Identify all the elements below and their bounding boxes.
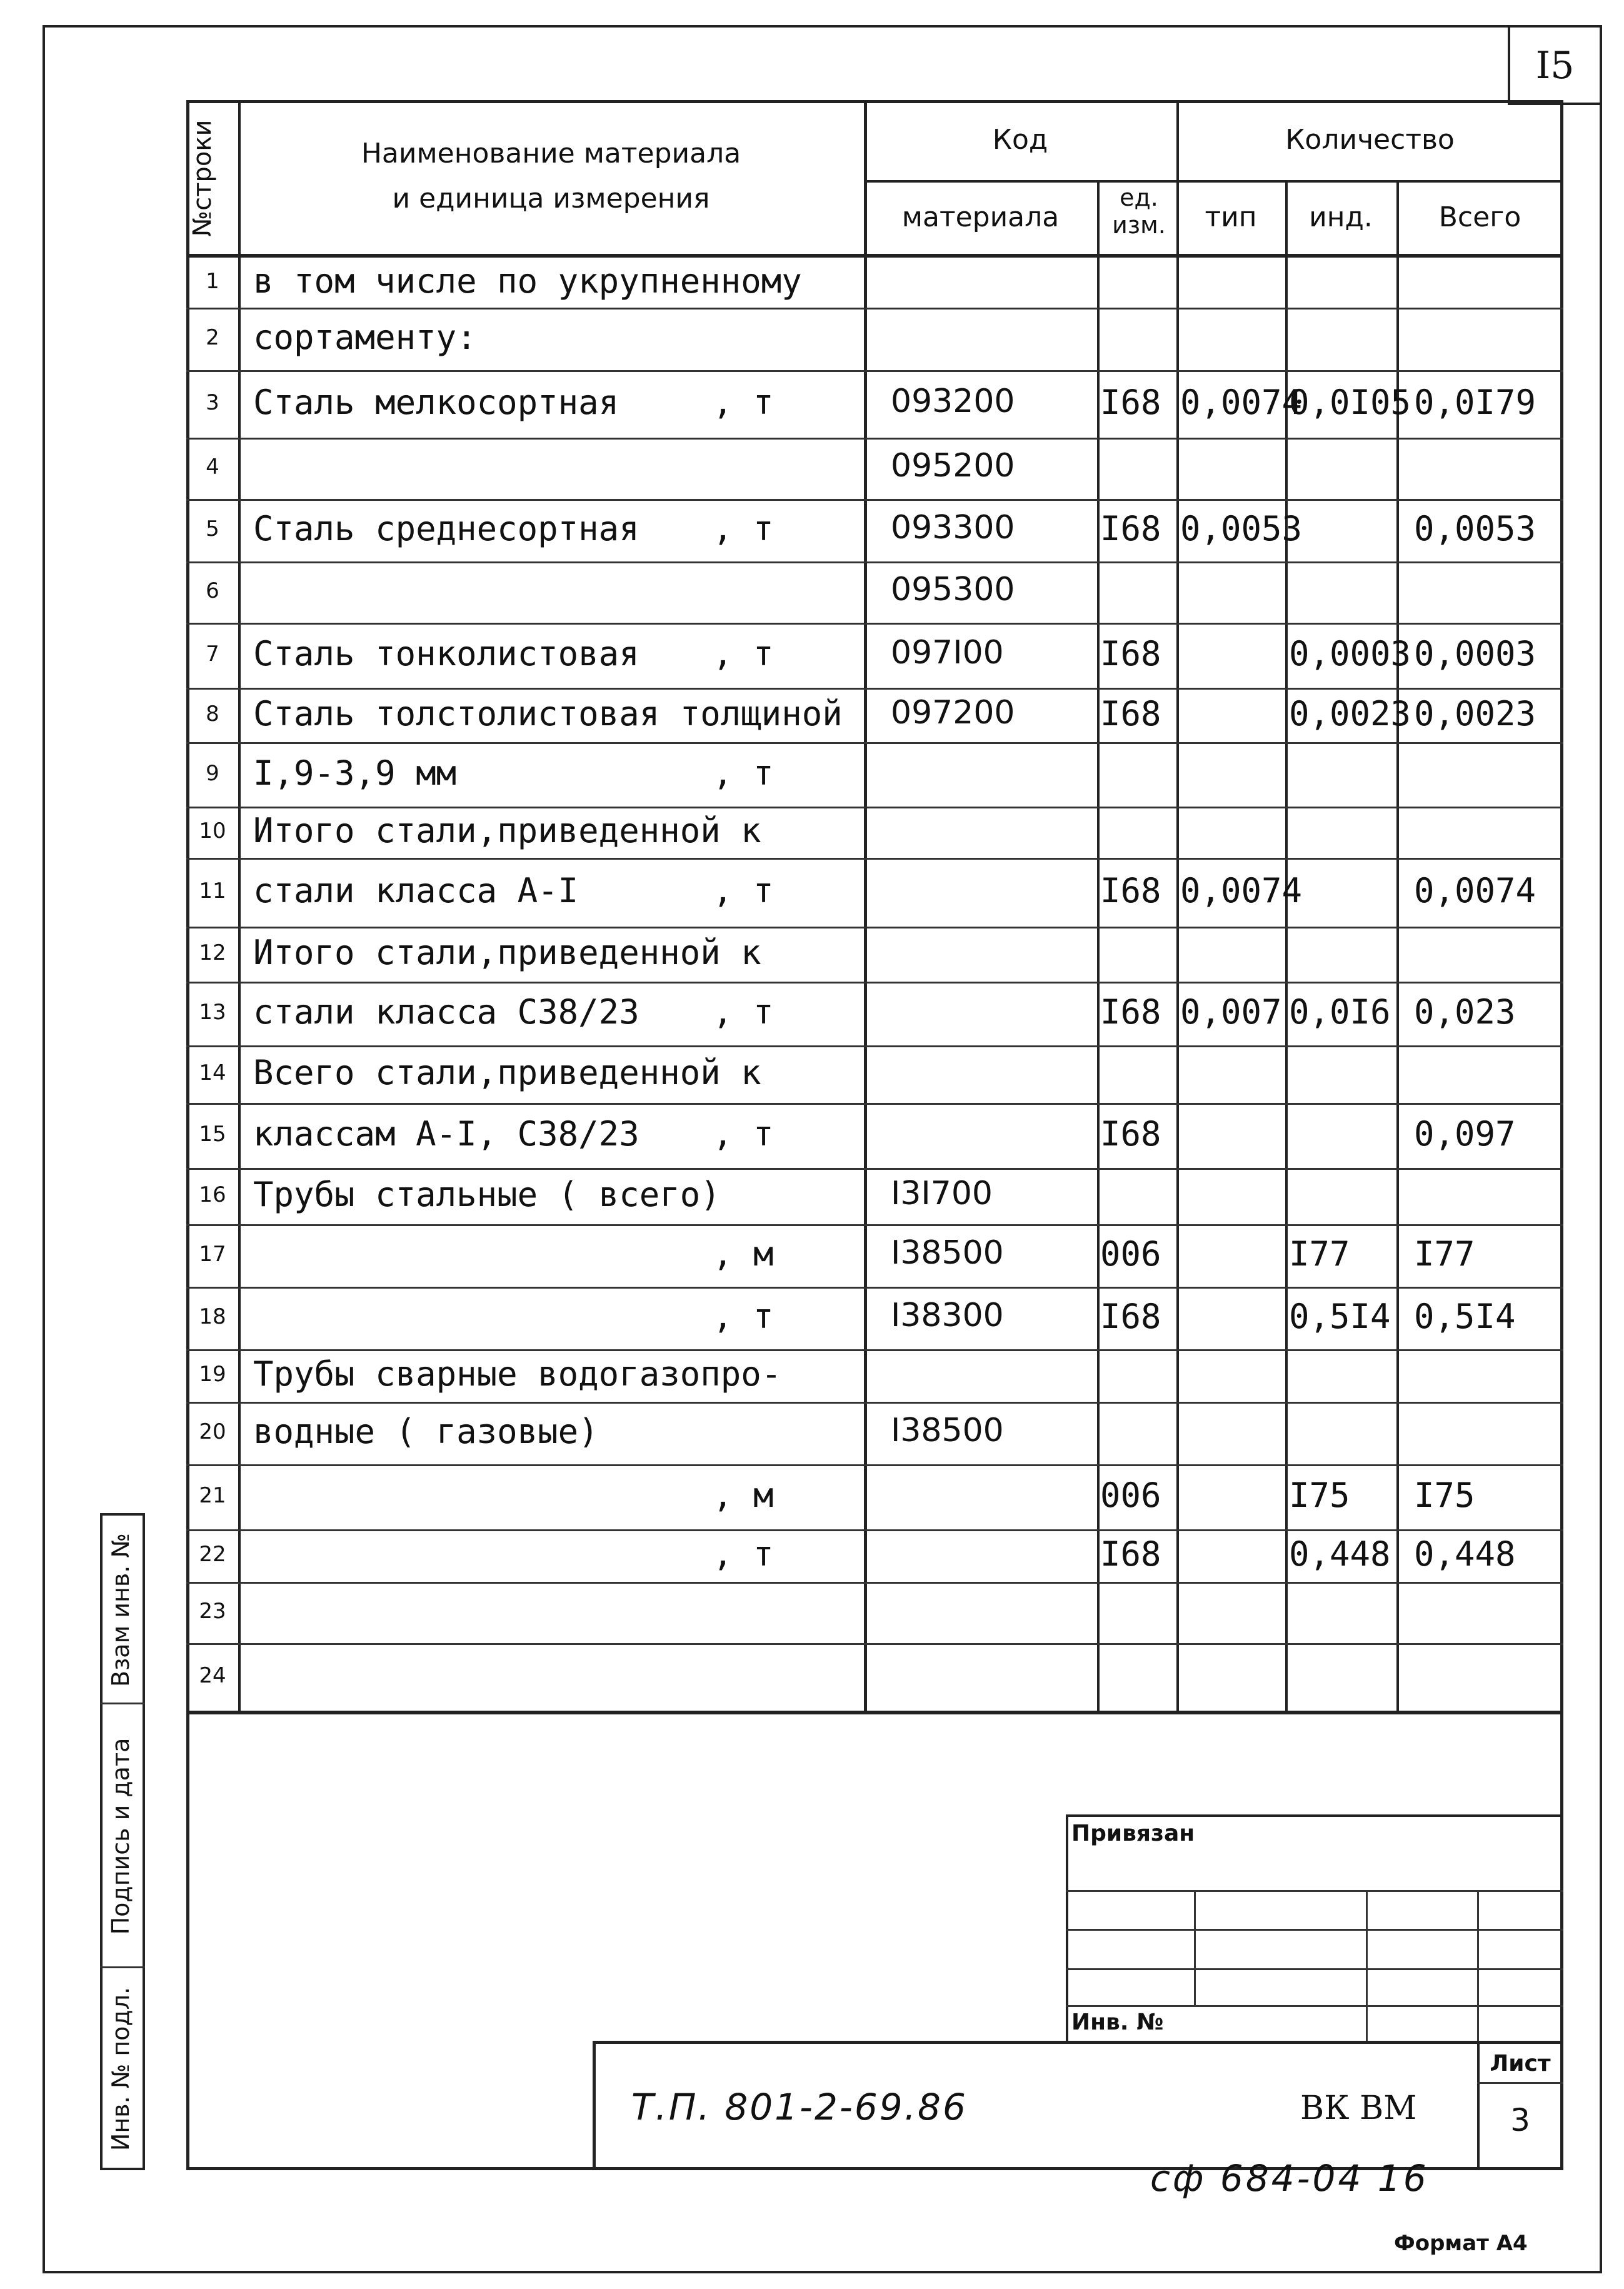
row-name: стали класса А-I: [253, 871, 579, 910]
row-vsego: 0,023: [1414, 992, 1516, 1032]
format-label: Формат А4: [1394, 2231, 1528, 2256]
row-mat: 093300: [891, 509, 1015, 546]
row-name: Сталь среднесортная: [253, 509, 639, 548]
row-ind: 0,0003: [1289, 634, 1411, 673]
row-divider: [186, 858, 1563, 860]
header-quantity: Количество: [1285, 124, 1455, 156]
side-stamp-divider-2: [100, 1966, 145, 1968]
col-line-unit: [1176, 100, 1179, 1712]
list-number: 3: [1510, 2102, 1530, 2138]
row-vsego: 0,0I79: [1414, 383, 1536, 422]
row-mat: I38300: [891, 1297, 1004, 1334]
row-ind: 0,5I4: [1289, 1297, 1391, 1336]
header-row-no: №строки: [188, 119, 217, 237]
row-divider: [186, 1582, 1563, 1584]
row-name: Трубы стальные ( всего): [253, 1175, 721, 1214]
row-ed: I68: [1100, 693, 1161, 733]
row-mat: 097I00: [891, 634, 1004, 672]
header-sub-line: [864, 180, 1563, 183]
header-code-unit: ед. изм.: [1112, 184, 1166, 239]
privyazan-line-4: [1066, 2005, 1563, 2007]
row-ed: I68: [1100, 634, 1161, 673]
inv-no-label: Инв. №: [1071, 2010, 1164, 2035]
row-unit: , т: [713, 871, 774, 910]
row-ed: I68: [1100, 1114, 1161, 1154]
doc-code: Т.П. 801-2-69.86: [631, 2086, 968, 2128]
row-ed: I68: [1100, 509, 1161, 548]
row-divider: [186, 1402, 1563, 1404]
row-divider: [186, 982, 1563, 984]
list-divider: [1477, 2082, 1563, 2084]
row-divider: [186, 1464, 1563, 1466]
header-qty-type: тип: [1205, 201, 1257, 233]
header-name-line2: и единица измерения: [392, 183, 710, 214]
row-ind: I75: [1289, 1476, 1350, 1515]
row-n: 19: [199, 1362, 226, 1387]
row-divider: [186, 1168, 1563, 1170]
row-vsego: 0,0053: [1414, 509, 1536, 548]
row-mat: 095200: [891, 447, 1015, 485]
row-name: классам А-I, С38/23: [253, 1114, 639, 1154]
row-unit: , т: [713, 1534, 774, 1574]
list-label: Лист: [1490, 2051, 1551, 2076]
privyazan-line-1: [1066, 1890, 1563, 1892]
row-ed: 006: [1100, 1476, 1161, 1515]
row-name: I,9-3,9 мм: [253, 753, 457, 793]
row-unit: , т: [713, 1297, 774, 1336]
row-n: 9: [206, 760, 219, 786]
row-n: 22: [199, 1542, 226, 1567]
row-mat: 097200: [891, 693, 1015, 732]
row-vsego: 0,448: [1414, 1534, 1516, 1574]
row-n: 13: [199, 1000, 226, 1025]
row-vsego: 0,0074: [1414, 871, 1536, 910]
header-code-material: материала: [901, 201, 1060, 233]
row-mat: 095300: [891, 571, 1015, 608]
row-name: Сталь тонколистовая: [253, 634, 639, 673]
row-vsego: I75: [1414, 1476, 1475, 1515]
row-n: 7: [206, 641, 219, 667]
row-divider: [186, 1529, 1563, 1531]
row-name: сортаменту:: [253, 318, 477, 357]
row-n: 15: [199, 1122, 226, 1147]
row-n: 8: [206, 701, 219, 727]
row-n: 23: [199, 1599, 226, 1624]
row-divider: [186, 561, 1563, 563]
row-divider: [186, 1349, 1563, 1351]
row-unit: , т: [713, 753, 774, 793]
row-n: 6: [206, 578, 219, 603]
section-code: ВК ВМ: [1300, 2090, 1417, 2127]
row-name: Сталь мелкосортная: [253, 383, 619, 422]
row-vsego: I77: [1414, 1234, 1475, 1274]
row-unit: , т: [713, 509, 774, 548]
row-divider: [186, 623, 1563, 625]
row-ind: 0,0I6: [1289, 992, 1391, 1032]
row-divider: [186, 438, 1563, 440]
row-n: 1: [206, 269, 219, 294]
row-n: 21: [199, 1483, 226, 1508]
row-unit: , м: [713, 1234, 774, 1274]
row-ed: 006: [1100, 1234, 1161, 1274]
side-inv-podl: Инв. № подл.: [107, 1986, 134, 2151]
row-name: Трубы сварные водогазопро-: [253, 1354, 782, 1394]
row-unit: , т: [713, 634, 774, 673]
row-divider: [186, 370, 1563, 372]
row-name: водные ( газовые): [253, 1412, 599, 1451]
row-n: 5: [206, 516, 219, 541]
row-divider: [186, 1103, 1563, 1105]
header-code: Код: [992, 124, 1048, 156]
row-n: 18: [199, 1304, 226, 1329]
row-mat: 093200: [891, 383, 1015, 420]
row-n: 14: [199, 1060, 226, 1085]
row-mat: I3I700: [891, 1175, 993, 1212]
col-line-name: [864, 100, 867, 1712]
row-vsego: 0,097: [1414, 1114, 1516, 1154]
page-number: I5: [1535, 44, 1575, 88]
row-tip: 0,0074: [1180, 383, 1303, 422]
row-divider: [186, 927, 1563, 928]
row-ed: I68: [1100, 992, 1161, 1032]
row-ind: 0,448: [1289, 1534, 1391, 1574]
privyazan-line-3: [1066, 1968, 1563, 1970]
row-ed: I68: [1100, 871, 1161, 910]
row-divider: [186, 688, 1563, 690]
row-mat: I38500: [891, 1234, 1004, 1272]
row-divider: [186, 1287, 1563, 1289]
row-ind: 0,0I05: [1289, 383, 1411, 422]
row-divider: [186, 742, 1563, 744]
row-ind: 0,0023: [1289, 693, 1411, 733]
row-n: 17: [199, 1242, 226, 1267]
row-n: 12: [199, 940, 226, 965]
row-divider: [186, 1643, 1563, 1645]
row-n: 10: [199, 818, 226, 843]
row-mat: I38500: [891, 1412, 1004, 1449]
row-n: 3: [206, 390, 219, 415]
row-vsego: 0,0023: [1414, 693, 1536, 733]
row-name: Итого стали,приведенной к: [253, 933, 761, 972]
col-line-code: [1097, 180, 1100, 1712]
side-podpis-data: Подпись и дата: [107, 1738, 134, 1935]
header-name-line1: Наименование материала: [361, 138, 741, 169]
col-line-rowno: [238, 100, 241, 1712]
row-name: стали класса С38/23: [253, 992, 639, 1032]
header-qty-ind: инд.: [1309, 201, 1373, 233]
row-divider: [186, 807, 1563, 808]
row-vsego: 0,5I4: [1414, 1297, 1516, 1336]
row-tip: 0,0074: [1180, 871, 1303, 910]
row-n: 20: [199, 1419, 226, 1444]
row-ed: I68: [1100, 1534, 1161, 1574]
row-ed: I68: [1100, 383, 1161, 422]
row-n: 11: [199, 878, 226, 903]
row-unit: , т: [713, 383, 774, 422]
row-n: 4: [206, 455, 219, 480]
row-name: Всего стали,приведенной к: [253, 1053, 761, 1092]
privyazan-label: Привязан: [1071, 1821, 1195, 1846]
archive-code: сф 684-04 16: [1150, 2157, 1429, 2200]
row-n: 2: [206, 325, 219, 350]
row-ind: I77: [1289, 1234, 1350, 1274]
row-name: в том числе по укрупненному: [253, 261, 802, 301]
row-tip: 0,0053: [1180, 509, 1303, 548]
row-unit: , м: [713, 1476, 774, 1515]
row-tip: 0,007: [1180, 992, 1282, 1032]
privyazan-vline-1: [1194, 1890, 1196, 2006]
row-divider: [186, 1045, 1563, 1047]
row-divider: [186, 1224, 1563, 1226]
row-divider: [186, 499, 1563, 501]
privyazan-vline-3: [1477, 1890, 1479, 2043]
row-vsego: 0,0003: [1414, 634, 1536, 673]
row-name: Сталь толстолистовая толщиной: [253, 693, 843, 733]
side-vzam-inv: Взам инв. №: [107, 1533, 134, 1687]
row-n: 16: [199, 1182, 226, 1207]
table-bottom-line: [186, 1711, 1563, 1714]
privyazan-vline-2: [1366, 1890, 1368, 2043]
row-unit: , т: [713, 992, 774, 1032]
row-ed: I68: [1100, 1297, 1161, 1336]
row-unit: , т: [713, 1114, 774, 1154]
row-divider: [186, 308, 1563, 309]
row-n: 24: [199, 1663, 226, 1688]
privyazan-line-2: [1066, 1929, 1563, 1931]
header-qty-total: Всего: [1438, 201, 1521, 233]
header-bottom-line: [186, 254, 1563, 258]
row-name: Итого стали,приведенной к: [253, 811, 761, 850]
